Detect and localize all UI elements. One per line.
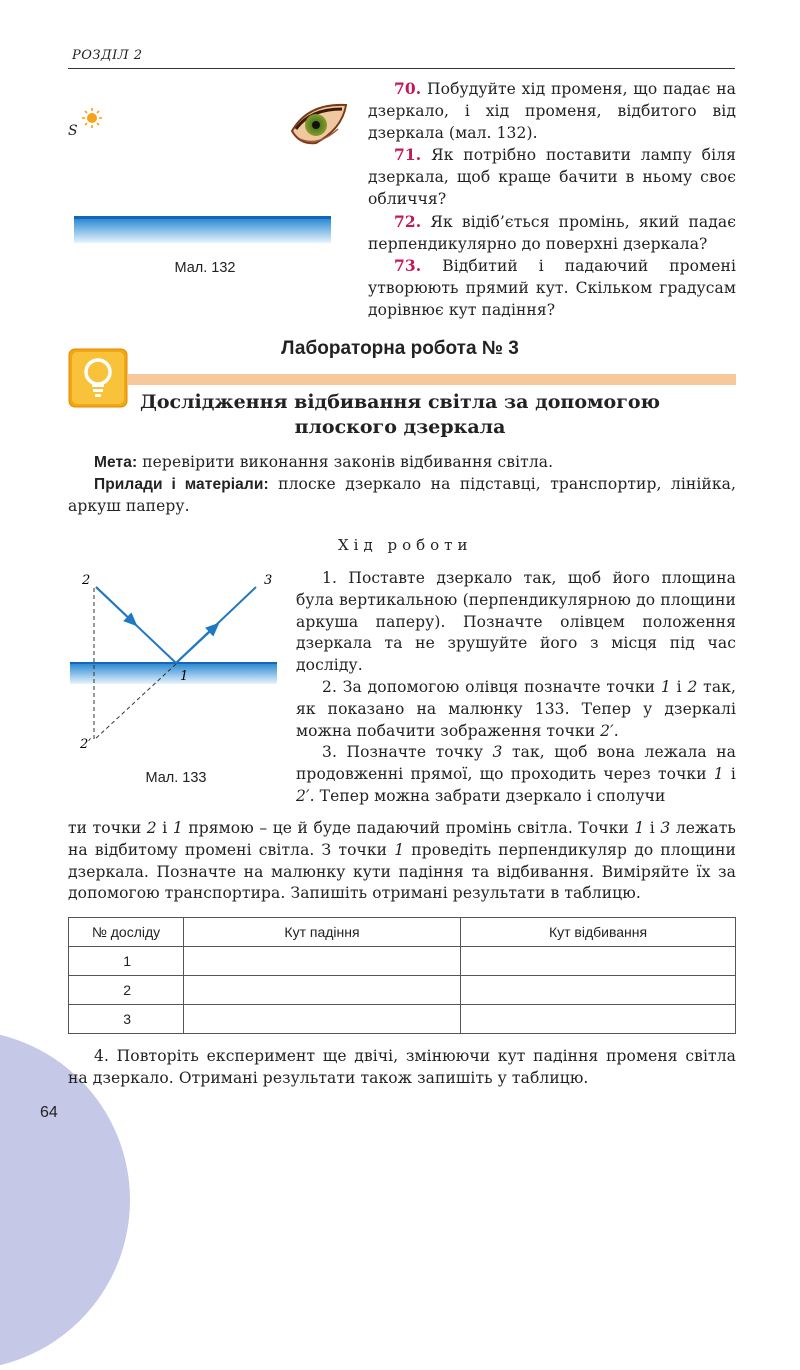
header-rule <box>68 68 735 69</box>
table-row <box>69 947 736 976</box>
mirror-body <box>74 219 331 243</box>
row-number: 1 <box>69 947 184 976</box>
reflected-ray-arrow <box>176 624 218 663</box>
point-3-label: 3 <box>264 573 273 588</box>
figure-133-caption: Мал. 133 <box>145 770 207 786</box>
question-73: 73. Відбитий і падаючий промені утворюють прямий кут. Скільком градусам дорівнює кут падіння? <box>368 256 737 319</box>
incidence-cell[interactable] <box>184 1005 461 1034</box>
step-2: 2. За допомогою олівця позначте точки 1 і 2 так, як показано на малюнку 133. Тепер у дзеркалі можна побачити зображення точки 2′. <box>296 677 737 740</box>
lab-title: Лабораторна робота № 3 <box>281 338 519 359</box>
row-number: 3 <box>69 1005 184 1034</box>
questions-block <box>368 78 736 322</box>
table-header-row <box>69 918 736 947</box>
point-2prime-label: 2′ <box>80 737 92 752</box>
mirror-surface <box>74 216 331 219</box>
lab-goal-block <box>68 452 736 517</box>
reflection-cell[interactable] <box>461 976 736 1005</box>
reflection-cell[interactable] <box>461 1005 736 1034</box>
point-1-label: 1 <box>180 669 189 684</box>
materials-line: Прилади і матеріали: плоске дзеркало на підставці, транспортир, лінійка, аркуш паперу. <box>68 474 737 515</box>
section-header: РОЗДІЛ 2 <box>72 48 143 63</box>
question-72: 72. Як відіб’ється промінь, який падає перпендикулярно до поверхні дзеркала? <box>368 211 736 253</box>
table-row <box>69 1005 736 1034</box>
step-1: 1. Поставте дзеркало так, щоб його площина була вертикальною (перпендикулярною до площини аркуша паперу). Позначте олівцем положення дзеркала та не зрушуйте його з місця під час досліду. <box>296 569 736 675</box>
figure-132-caption: Мал. 132 <box>174 260 236 276</box>
page-number: 64 <box>40 1104 58 1121</box>
step-4: 4. Повторіть експеримент ще двічі, змінюючи кут падіння променя світла на дзеркало. Отримані результати також запишіть у таблицю. <box>68 1047 736 1087</box>
incidence-cell[interactable] <box>184 976 461 1005</box>
header-experiment-number: № досліду <box>69 918 184 947</box>
mirror-surface <box>70 662 277 664</box>
procedure-title: Хід роботи <box>338 536 473 554</box>
incidence-cell[interactable] <box>184 947 461 976</box>
results-table <box>68 917 736 1034</box>
lab-subtitle: Дослідження відбивання світла за допомогою плоского дзеркала <box>139 391 660 438</box>
step-4-block <box>68 1046 736 1090</box>
steps-block-right <box>296 568 736 808</box>
mirror-body <box>70 664 277 684</box>
question-71: 71. Як потрібно поставити лампу біля дзеркала, щоб краще бачити в ньому своє обличчя? <box>368 145 736 208</box>
eye-icon <box>292 105 346 143</box>
sun-icon <box>82 108 102 128</box>
figure-132 <box>60 95 350 295</box>
figure-133 <box>60 568 285 790</box>
header-incidence-angle: Кут падіння <box>184 918 461 947</box>
question-70: 70. Побудуйте хід променя, що падає на дзеркало, і хід променя, відбитого від дзеркала (мал. 132). <box>368 79 737 142</box>
step-3-continued: ти точки 2 і 1 прямою – це й буде падаючий промінь світла. Точки 1 і 3 лежать на відбитому промені світла. З точки 1 проведіть перпендикуляр до площини дзеркала. Позначте на малюнку кути падіння та відбивання. Виміряйте їх за допомогою транспортира. Запишіть отримані результати в таблицю. <box>68 819 736 903</box>
lab-title-bar <box>128 374 736 385</box>
point-2-label: 2 <box>82 573 91 588</box>
source-label: S <box>68 123 78 139</box>
table-row <box>69 976 736 1005</box>
steps-block-full <box>68 818 736 905</box>
header-reflection-angle: Кут відбивання <box>461 918 736 947</box>
row-number: 2 <box>69 976 184 1005</box>
incident-ray-arrow <box>96 587 136 625</box>
step-3-start: 3. Позначте точку 3 так, щоб вона лежала на продовженні прямої, що проходить через точки 1 і 2′. Тепер можна забрати дзеркало і сполучи <box>296 743 736 805</box>
goal-line: Мета: перевірити виконання законів відбивання світла. <box>94 453 554 471</box>
reflection-cell[interactable] <box>461 947 736 976</box>
